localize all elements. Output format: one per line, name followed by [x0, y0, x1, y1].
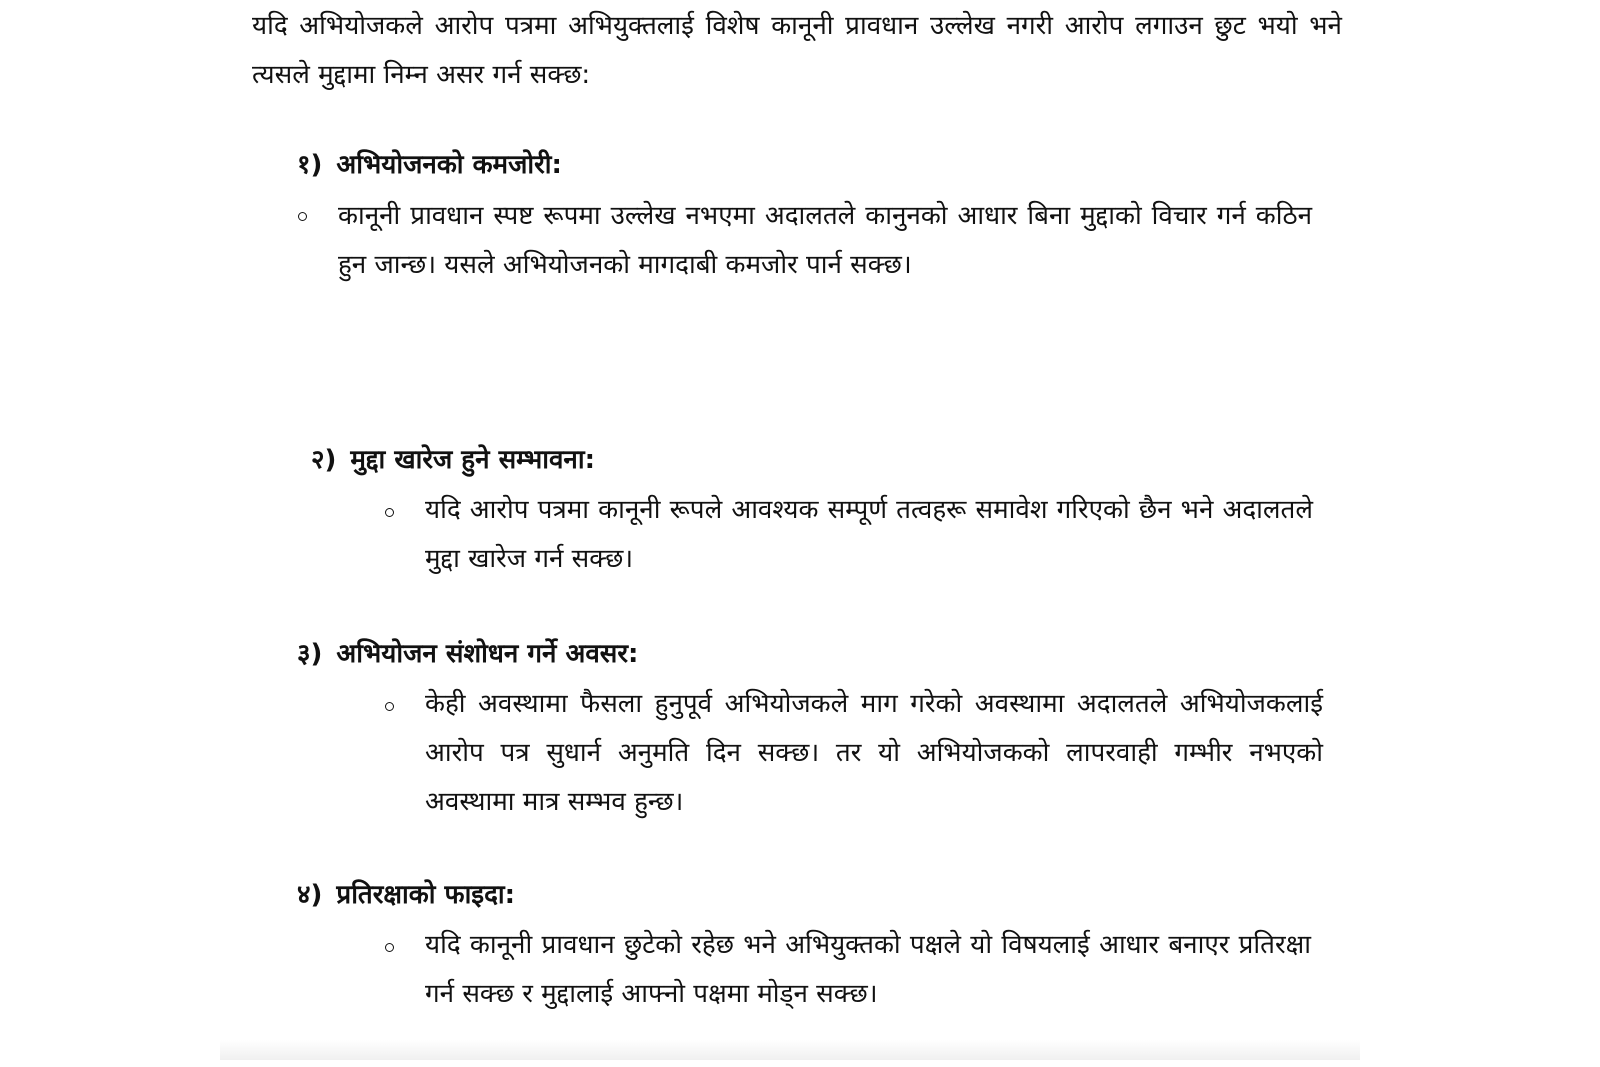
section-heading-3 [297, 634, 638, 674]
section-bullet-1: कानूनी प्रावधान स्पष्ट रूपमा उल्लेख नभएमा अदालतले कानुनको आधार बिना मुद्दाको विचार गर्न कठिन हुन जान्छ। यसले अभियोजनको मागदाबी कमजोर पार्न सक्छ। [338, 201, 1312, 280]
section-bullet-4: यदि कानूनी प्रावधान छुटेको रहेछ भने अभियुक्तको पक्षले यो विषयलाई आधार बनाएर प्रतिरक्षा गर्न सक्छ र मुद्दालाई आफ्नो पक्षमा मोड्न सक्छ। [425, 930, 1311, 1009]
bullet-circle-icon [385, 702, 394, 711]
bullet-circle-icon [298, 212, 307, 221]
section-number-4: ४) [297, 880, 323, 910]
section-heading-1 [297, 145, 562, 185]
section-bullet-2: यदि आरोप पत्रमा कानूनी रूपले आवश्यक सम्पूर्ण तत्वहरू समावेश गरिएको छैन भने अदालतले मुद्दा खारेज गर्न सक्छ। [425, 495, 1313, 574]
bullet-circle-icon [385, 508, 394, 517]
section-heading-2 [311, 440, 595, 480]
section-bullet-3: केही अवस्थामा फैसला हुनुपूर्व अभियोजकले माग गरेको अवस्थामा अदालतले अभियोजकलाई आरोप पत्र सुधार्न अनुमति दिन सक्छ। तर यो अभियोजकको लापरवाही गम्भीर नभएको अवस्थामा मात्र सम्भव हुन्छ। [425, 689, 1323, 817]
bullet-circle-icon [385, 943, 394, 952]
section-title-2: मुद्दा खारेज हुने सम्भावना: [350, 445, 595, 475]
section-title-3: अभियोजन संशोधन गर्ने अवसर: [336, 639, 639, 669]
section-title-4: प्रतिरक्षाको फाइदा: [336, 880, 516, 910]
section-heading-4 [297, 875, 515, 915]
section-number-3: ३) [297, 639, 323, 669]
section-number-2: २) [311, 445, 337, 475]
intro-paragraph: यदि अभियोजकले आरोप पत्रमा अभियुक्तलाई विशेष कानूनी प्रावधान उल्लेख नगरी आरोप लगाउन छुट भयो भने त्यसले मुद्दामा निम्न असर गर्न सक्छ: [252, 11, 1342, 90]
page-bottom-edge [220, 1040, 1360, 1060]
section-number-1: १) [297, 150, 323, 180]
section-title-1: अभियोजनको कमजोरी: [336, 150, 562, 180]
